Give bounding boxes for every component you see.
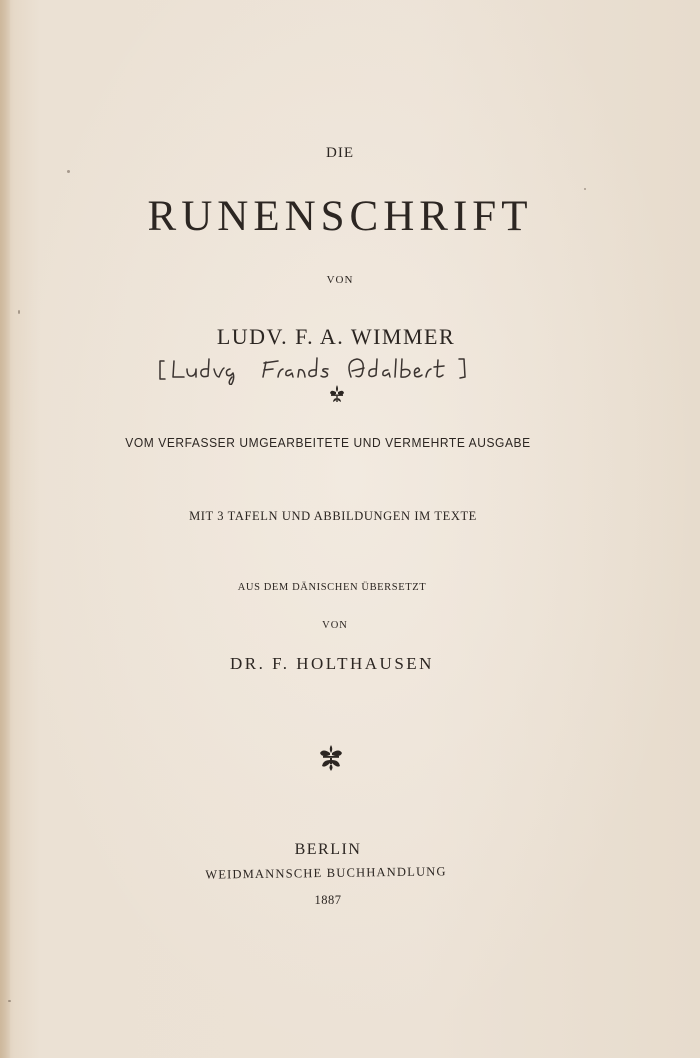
author-name: LUDV. F. A. WIMMER [216, 324, 456, 349]
handwritten-annotation-script [152, 349, 482, 385]
fleuron-small-icon [327, 384, 347, 404]
fleuron-large-icon [318, 744, 344, 772]
paper-speck [18, 310, 20, 314]
fleuron-icon [327, 384, 347, 404]
publisher-name: WEIDMANNSCHE BUCHHANDLUNG [205, 864, 447, 882]
fleuron-icon [318, 744, 344, 772]
by-label-translator: VON [322, 620, 348, 631]
by-label: VON [326, 274, 354, 286]
paper-speck [584, 188, 586, 190]
translation-statement: AUS DEM DÄNISCHEN ÜBERSETZT [237, 582, 427, 593]
publication-year: 1887 [314, 893, 342, 907]
paper-speck [8, 1000, 11, 1002]
book-title: RUNENSCHRIFT [147, 193, 533, 240]
handwritten-annotation [152, 349, 482, 385]
publication-city: BERLIN [294, 841, 362, 858]
plates-statement: MIT 3 TAFELN UND ABBILDUNGEN IM TEXTE [189, 509, 477, 523]
translator-name: DR. F. HOLTHAUSEN [230, 654, 434, 673]
paper-speck [67, 170, 70, 173]
title-article: DIE [326, 145, 354, 161]
edition-statement: VOM VERFASSER UMGEARBEITETE UND VERMEHRTE AUSGABE [125, 436, 531, 450]
